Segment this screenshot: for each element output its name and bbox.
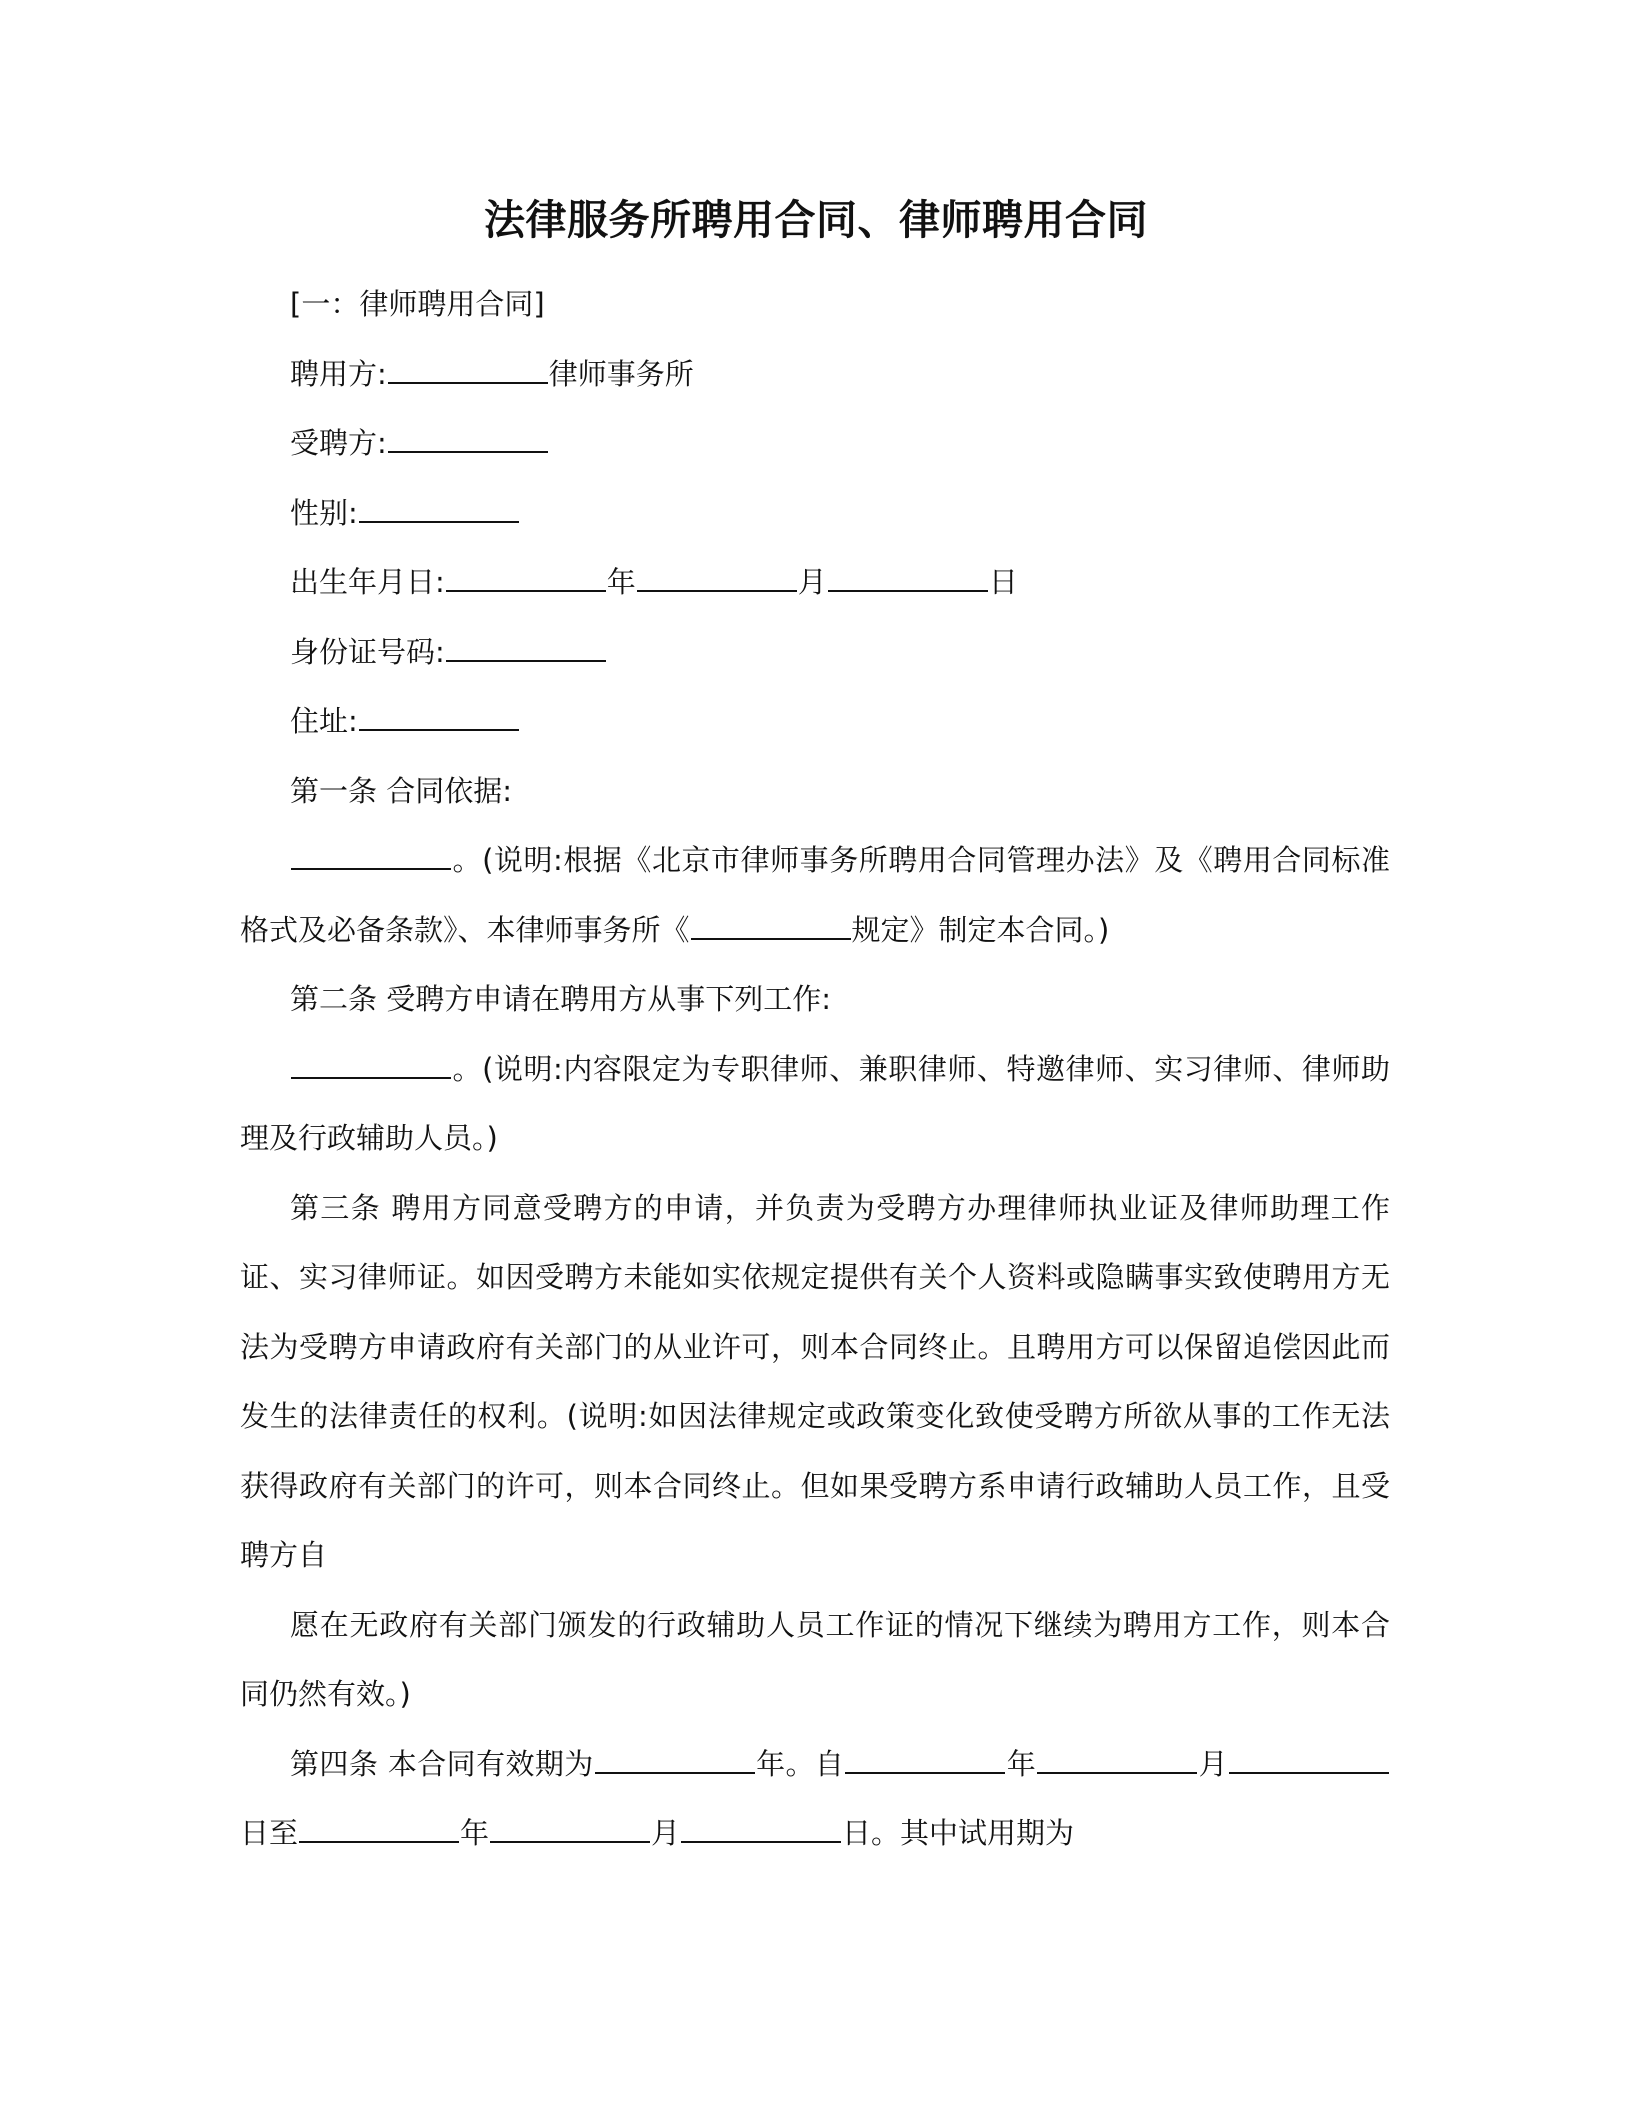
- article1-blank-2: [691, 908, 851, 940]
- address-line: 住址:: [240, 687, 1390, 757]
- birth-blank-1: [446, 560, 606, 592]
- gender-line: 性别:: [240, 479, 1390, 549]
- section-label: [一：律师聘用合同]: [290, 287, 545, 321]
- article2-blank: [291, 1047, 451, 1079]
- article4-blank-7: [681, 1811, 841, 1843]
- article2-heading: 第二条 受聘方申请在聘用方从事下列工作:: [290, 982, 831, 1016]
- employer-line: 聘用方: 律师事务所: [240, 340, 1390, 410]
- address-blank: [359, 699, 519, 731]
- article4-text: 第四条 本合同有效期为 年。自 年 月日至 年 月 日。其中试用期为: [240, 1730, 1390, 1869]
- article3-continuation: 愿在无政府有关部门颁发的行政辅助人员工作证的情况下继续为聘用方工作，则本合同仍然有效。): [240, 1607, 1390, 1711]
- birth-blank-3: [828, 560, 988, 592]
- article4-blank-2: [845, 1742, 1005, 1774]
- gender-blank: [359, 491, 519, 523]
- employee-line: 受聘方:: [240, 409, 1390, 479]
- employee-blank: [388, 421, 548, 453]
- birth-line: 出生年月日: 年 月 日: [240, 548, 1390, 618]
- article1-heading: 第一条 合同依据:: [290, 773, 512, 808]
- employer-blank: [388, 352, 548, 384]
- article3-text: 第三条 聘用方同意受聘方的申请，并负责为受聘方办理律师执业证及律师助理工作证、实习律师证。如因受聘方未能如实依规定提供有关个人资料或隐瞒事实致使聘用方无法为受聘方申请政府有关部门的从业许可，则本合同终止。且聘用方可以保留追偿因此而发生的法律责任的权利。(说明:如因法律规定或政策变化致使受聘方所欲从事的工作无法获得政府有关部门的许可，则本合同终止。但如果受聘方系申请行政辅助人员工作，且受聘方自: [240, 1190, 1390, 1572]
- document-body: [240, 270, 1390, 1869]
- article4-blank-3: [1037, 1742, 1197, 1774]
- document-title: 法律服务所聘用合同、律师聘用合同: [484, 196, 1148, 244]
- id-number-line: 身份证号码:: [240, 618, 1390, 688]
- birth-blank-2: [637, 560, 797, 592]
- article2-text: 。(说明:内容限定为专职律师、兼职律师、特邀律师、实习律师、律师助理及行政辅助人员。): [240, 1035, 1390, 1174]
- article1-blank-1: [291, 838, 451, 870]
- article4-blank-1: [595, 1742, 755, 1774]
- article4-blank-6: [490, 1811, 650, 1843]
- article1-text: 。(说明:根据《北京市律师事务所聘用合同管理办法》及《聘用合同标准格式及必备条款》、本律师事务所《 规定》制定本合同。): [240, 826, 1390, 965]
- article4-blank-4: [1229, 1742, 1389, 1774]
- article4-blank-5: [299, 1811, 459, 1843]
- id-number-blank: [446, 630, 606, 662]
